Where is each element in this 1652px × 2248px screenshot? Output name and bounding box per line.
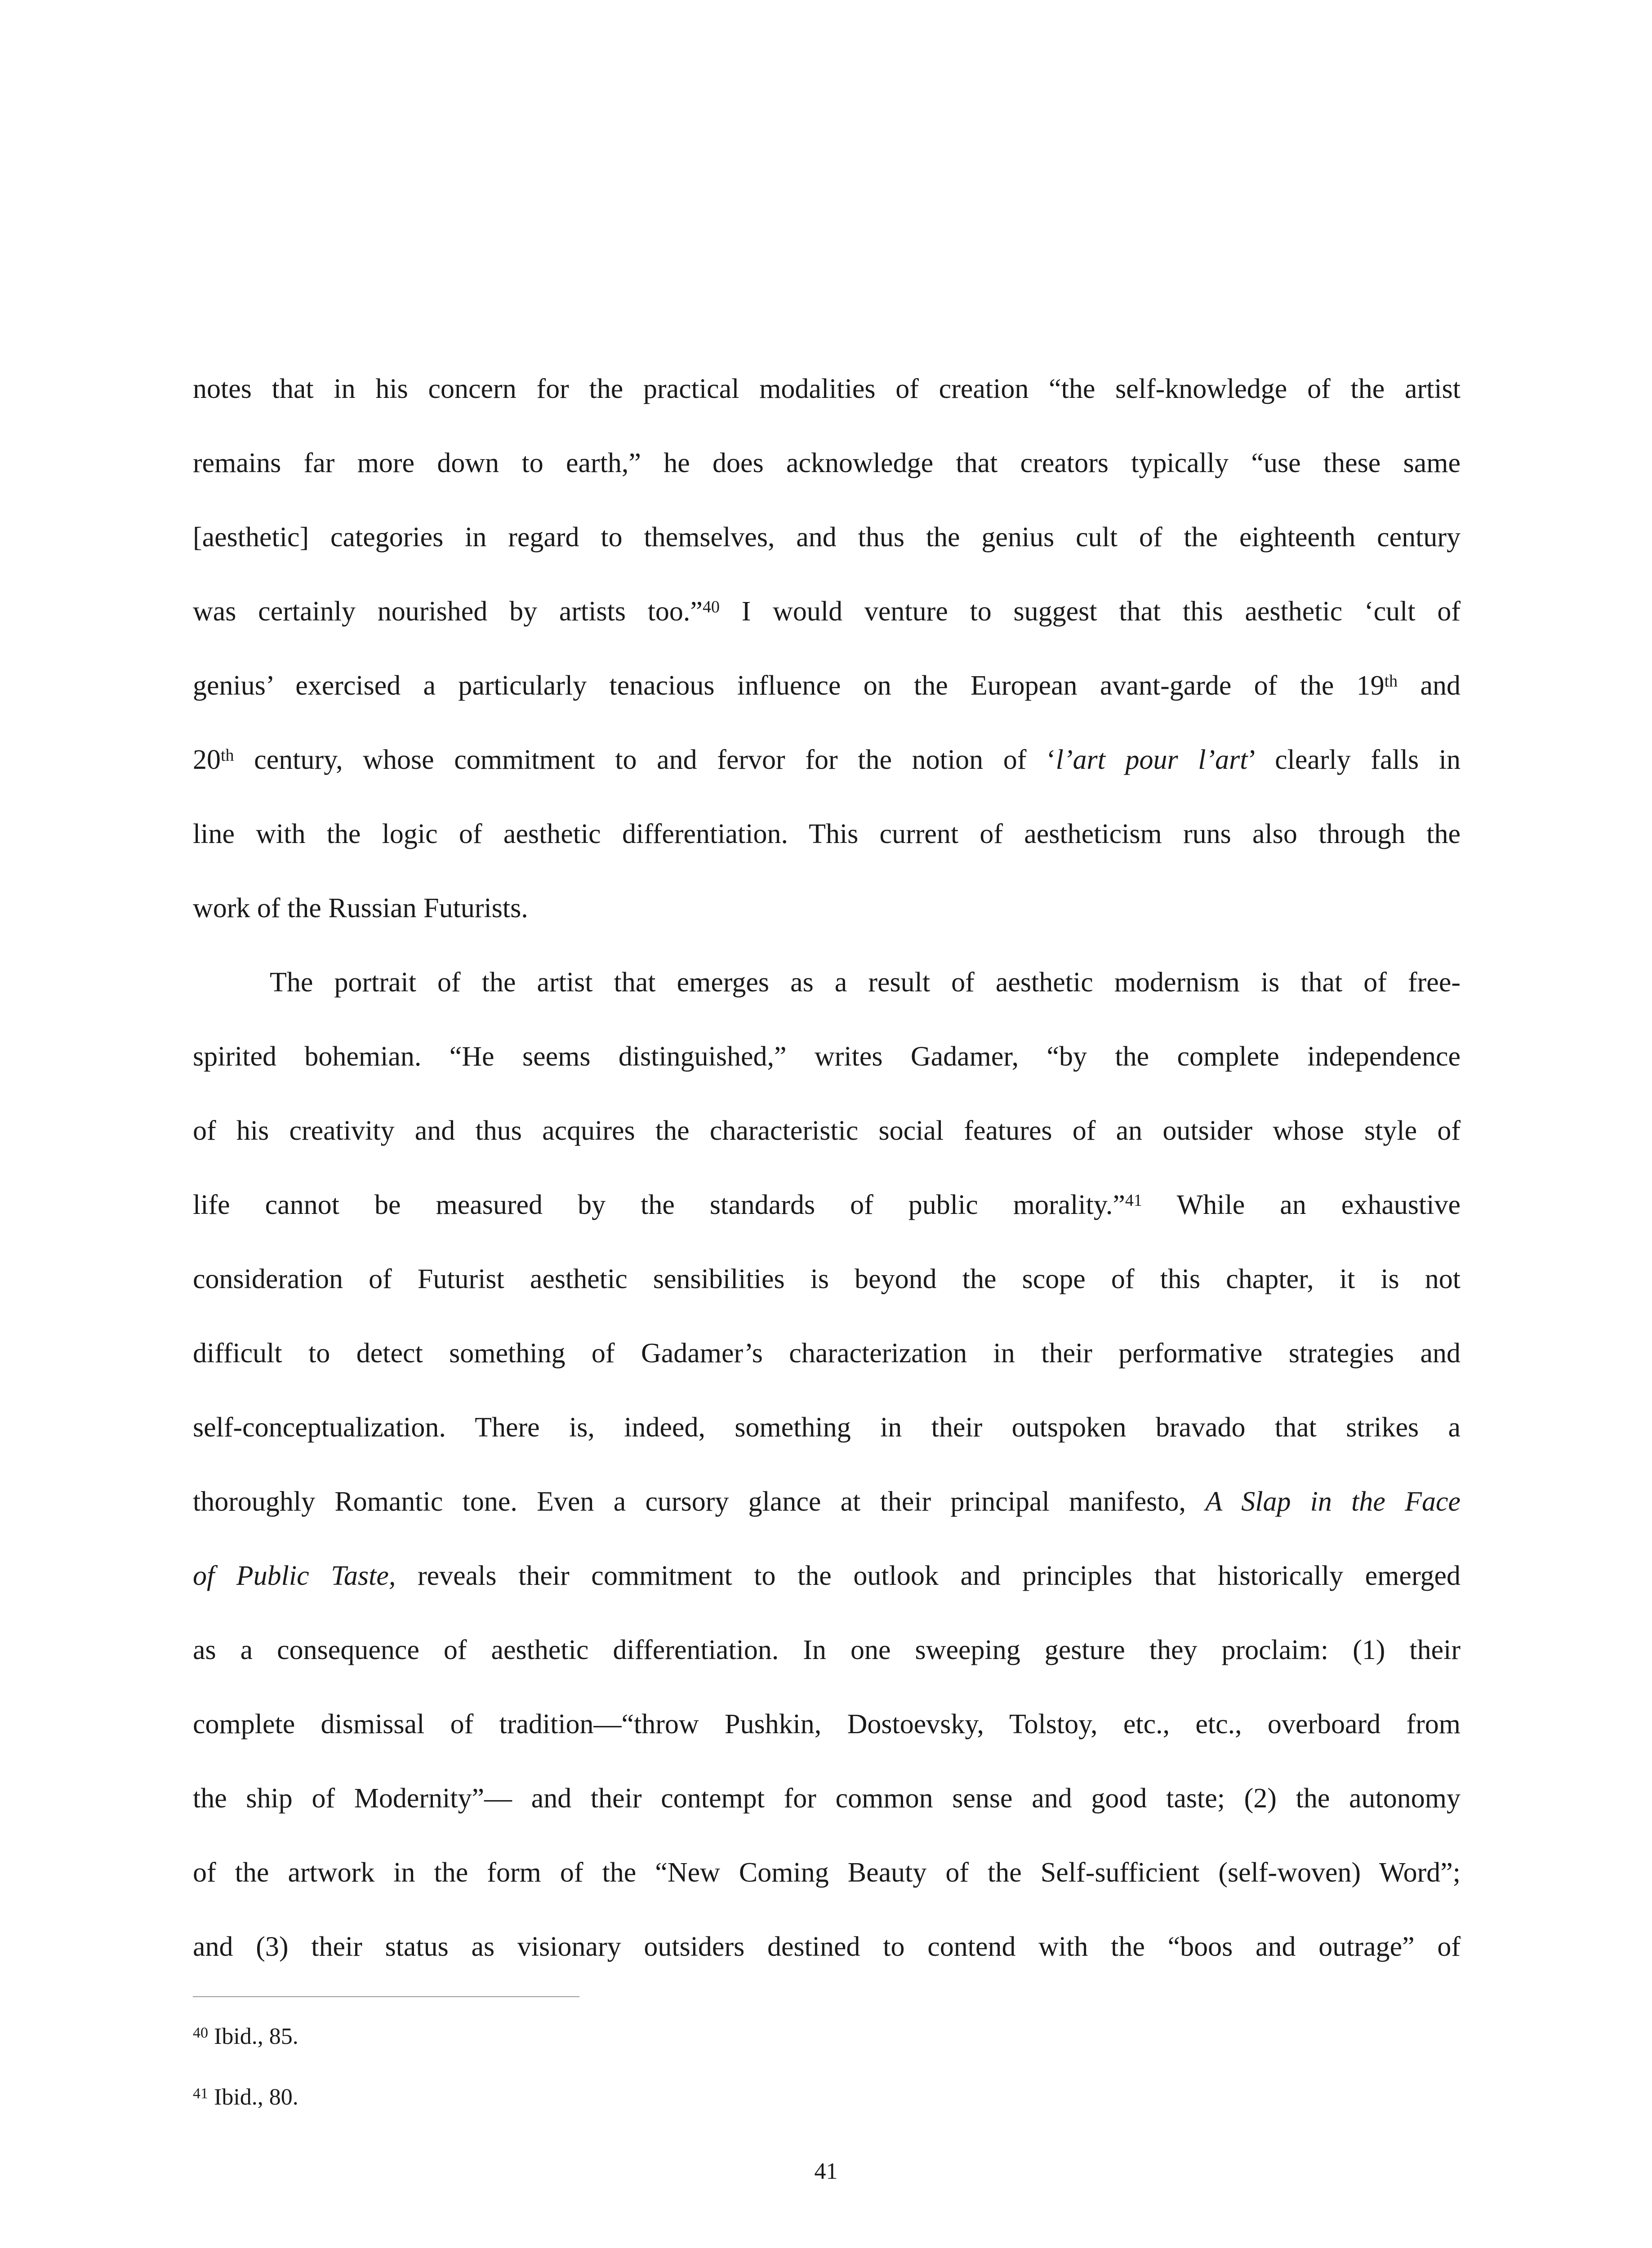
text: self-conceptualization. There is, indeed, something in their outspoken bravado that strikes a: [193, 1412, 1461, 1443]
text: the ship of Modernity”— and their contempt for common sense and good taste; (2) the autonomy: [193, 1783, 1461, 1814]
body-text-line: [193, 1852, 1461, 1893]
body-text-line: [193, 1333, 1461, 1374]
footnote: [193, 2082, 298, 2113]
text: line with the logic of aesthetic differentiation. This current of aestheticism runs also through the: [193, 819, 1461, 849]
text: thoroughly Romantic tone. Even a cursory glance at their principal manifesto,: [193, 1486, 1206, 1517]
text: complete dismissal of tradition—“throw Pushkin, Dostoevsky, Tolstoy, etc., etc., overboard from: [193, 1709, 1461, 1740]
text: remains far more down to earth,” he does acknowledge that creators typically “use these same: [193, 448, 1461, 478]
footnote-reference[interactable]: 40: [702, 598, 720, 617]
text: life cannot be measured by the standards of public morality.”: [193, 1190, 1125, 1220]
text: While an exhaustive: [1142, 1190, 1461, 1220]
text: ’ clearly falls in: [1247, 745, 1461, 775]
ordinal-suffix: th: [1384, 672, 1398, 691]
text: work of the Russian Futurists.: [193, 893, 528, 923]
footnote: [193, 2021, 298, 2052]
body-text-line: [193, 1778, 1461, 1819]
text: [aesthetic] categories in regard to themselves, and thus the genius cult of the eighteenth century: [193, 522, 1461, 553]
body-text-line: [193, 1036, 1461, 1077]
text: The portrait of the artist that emerges as a result of aesthetic modernism is that of free-: [270, 967, 1461, 998]
text: of the artwork in the form of the “New Coming Beauty of the Self-sufficient (self-woven) Word”;: [193, 1857, 1461, 1888]
footnote-number: 41: [193, 2085, 208, 2102]
footnote-reference[interactable]: 41: [1125, 1191, 1142, 1210]
italic-phrase: l’art pour l’art: [1055, 745, 1248, 775]
body-text-line: [193, 1185, 1461, 1225]
body-text-line: [193, 740, 1461, 780]
body-text-line: [193, 1259, 1461, 1299]
text: I would venture to suggest that this aesthetic ‘cult of: [719, 596, 1461, 627]
ordinal-suffix: th: [221, 746, 234, 765]
text: genius’ exercised a particularly tenacious influence on the European avant-garde of the 19: [193, 670, 1385, 701]
body-text-line: [193, 1630, 1461, 1670]
italic-title: of Public Taste,: [193, 1561, 396, 1591]
footnote-text: Ibid., 85.: [208, 2024, 298, 2049]
body-text-line: [193, 1704, 1461, 1744]
body-text-line: [193, 517, 1461, 558]
body-text-line: [193, 1111, 1461, 1151]
text: 20: [193, 745, 221, 775]
body-text-line: [193, 1481, 1461, 1522]
body-text-line: [193, 591, 1461, 632]
text: as a consequence of aesthetic differentiation. In one sweeping gesture they proclaim: (1) their: [193, 1635, 1461, 1665]
body-text-line: [193, 888, 1461, 928]
footnote-number: 40: [193, 2024, 208, 2041]
text: and (3) their status as visionary outsiders destined to contend with the “boos and outrage” of: [193, 1931, 1461, 1962]
text: was certainly nourished by artists too.”: [193, 596, 703, 627]
body-text-line: [193, 814, 1461, 854]
body-text-line: [270, 962, 1461, 1003]
body-text-line: [193, 443, 1461, 483]
footnote-separator: [193, 1996, 579, 1997]
body-text-line: [193, 1927, 1461, 1967]
text: of his creativity and thus acquires the characteristic social features of an outsider whose style of: [193, 1115, 1461, 1146]
body-text-line: [193, 1407, 1461, 1448]
text: and: [1398, 670, 1461, 701]
body-text-line: [193, 665, 1461, 706]
body-text-line: [193, 369, 1461, 409]
text: consideration of Futurist aesthetic sensibilities is beyond the scope of this chapter, it is not: [193, 1264, 1461, 1294]
page-number: 41: [814, 2159, 838, 2184]
body-text-line: [193, 1556, 1461, 1596]
text: notes that in his concern for the practical modalities of creation “the self-knowledge of the artist: [193, 374, 1461, 404]
text: century, whose commitment to and fervor for the notion of ‘: [234, 745, 1056, 775]
text: reveals their commitment to the outlook and principles that historically emerged: [396, 1561, 1461, 1591]
text: difficult to detect something of Gadamer’s characterization in their performative strategies and: [193, 1338, 1461, 1369]
footnote-text: Ibid., 80.: [208, 2084, 298, 2110]
italic-title: A Slap in the Face: [1205, 1486, 1461, 1517]
text: spirited bohemian. “He seems distinguished,” writes Gadamer, “by the complete independence: [193, 1041, 1461, 1072]
